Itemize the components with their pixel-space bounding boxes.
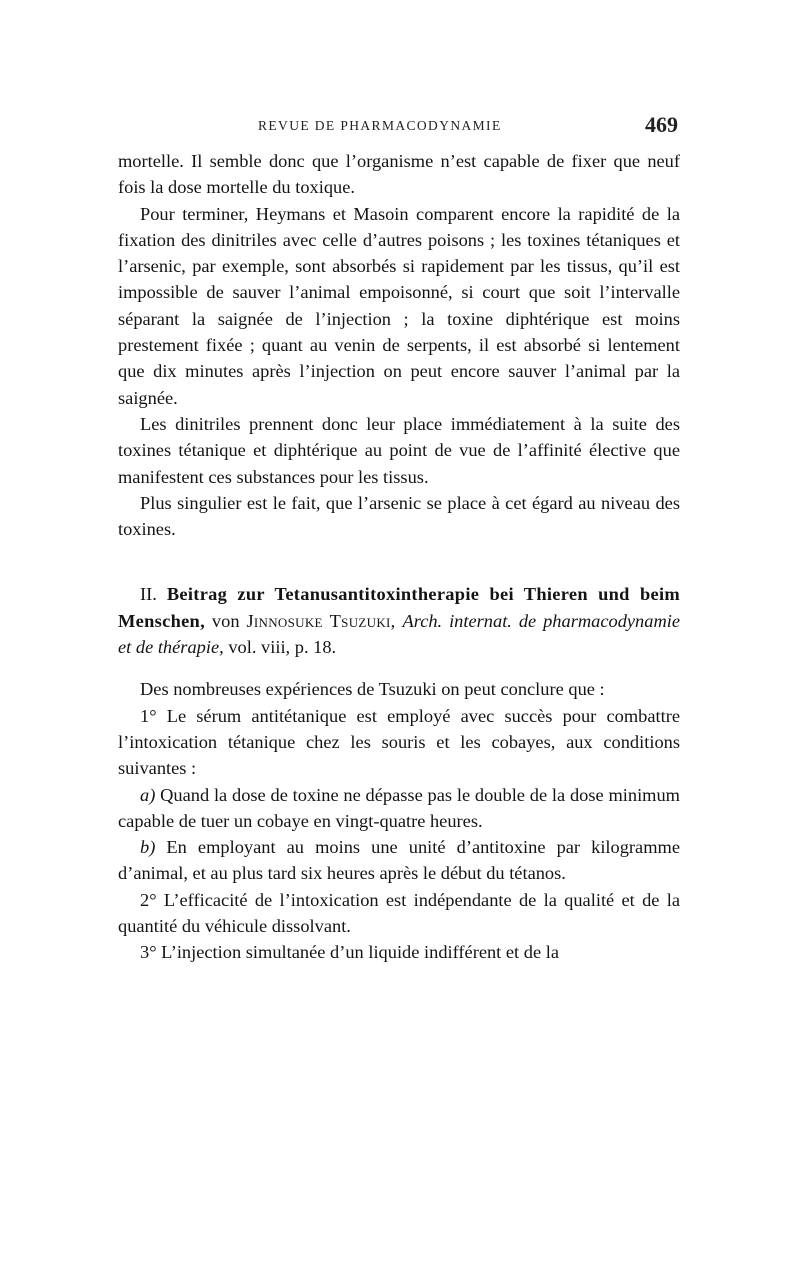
paragraph-arsenic: Plus singulier est le fait, que l’arsenic se place à cet égard au niveau des toxines. bbox=[118, 492, 680, 540]
paragraph-point-1: 1° Le sérum antitétanique est employé avec succès pour combattre l’intoxication tétanique chez les souris et les cobayes, aux conditions suivantes : bbox=[118, 705, 680, 779]
paragraph-dinitriles: Les dinitriles prennent donc leur place immédiatement à la suite des toxines tétanique et diphtérique au point de vue de l’affinité élective que manifestent ces substances pour les tissus. bbox=[118, 413, 680, 487]
citation-author: Jinnosuke Tsuzuki, bbox=[246, 610, 396, 631]
paragraph-continuation: mortelle. Il semble donc que l’organisme n’est capable de fixer que neuf fois la dose mortelle du toxique. bbox=[118, 151, 680, 198]
page-header bbox=[118, 112, 680, 142]
citation-journal: Arch. internat. de pharmacodynamie et de thérapie, bbox=[118, 610, 680, 658]
citation-volume: vol. viii, p. 18. bbox=[228, 637, 337, 658]
condition-a-marker: a) bbox=[140, 784, 156, 805]
paragraph-condition-a bbox=[118, 782, 680, 835]
paragraph-condition-b bbox=[118, 834, 680, 887]
citation-number: II. bbox=[140, 584, 157, 605]
running-head: REVUE DE PHARMACODYNAMIE bbox=[258, 118, 502, 133]
paragraph-intro: Des nombreuses expériences de Tsuzuki on peut conclure que : bbox=[140, 679, 605, 700]
paragraph-comparison: Pour terminer, Heymans et Masoin comparent encore la rapidité de la fixation des dinitriles avec celle d’autres poisons ; les toxines tétaniques et l’arsenic, par exemple, sont absorbés si rapidement par les tissus, qu’il est impossible de sauver l’animal empoisonné, si court que soit l’intervalle séparant la saignée de l’injection ; la toxine diphtérique est moins prestement fixée ; quant au venin de serpents, il est absorbé si lentement que dix minutes après l’injection on peut encore sauver l’animal par la saignée. bbox=[118, 203, 680, 408]
condition-b-text: En employant au moins une unité d’antitoxine par kilogramme d’animal, et au plus tard six heures après le début du tétanos. bbox=[118, 837, 680, 884]
paragraph-point-2: 2° L’efficacité de l’intoxication est indépendante de la qualité et de la quantité du véhicule dissolvant. bbox=[118, 889, 680, 937]
citation-von: von bbox=[211, 610, 240, 631]
condition-a-text: Quand la dose de toxine ne dépasse pas le double de la dose minimum capable de tuer un cobaye en vingt-quatre heures. bbox=[118, 784, 680, 831]
page-number: 469 bbox=[645, 112, 678, 137]
review-citation bbox=[118, 581, 680, 660]
citation-title: Beitrag zur Tetanusantitoxintherapie bei Thieren und beim Menschen, bbox=[118, 584, 680, 631]
condition-b-marker: b) bbox=[140, 837, 156, 858]
paragraph-point-3: 3° L’injection simultanée d’un liquide indifférent et de la bbox=[140, 942, 559, 963]
page-body bbox=[118, 148, 680, 966]
